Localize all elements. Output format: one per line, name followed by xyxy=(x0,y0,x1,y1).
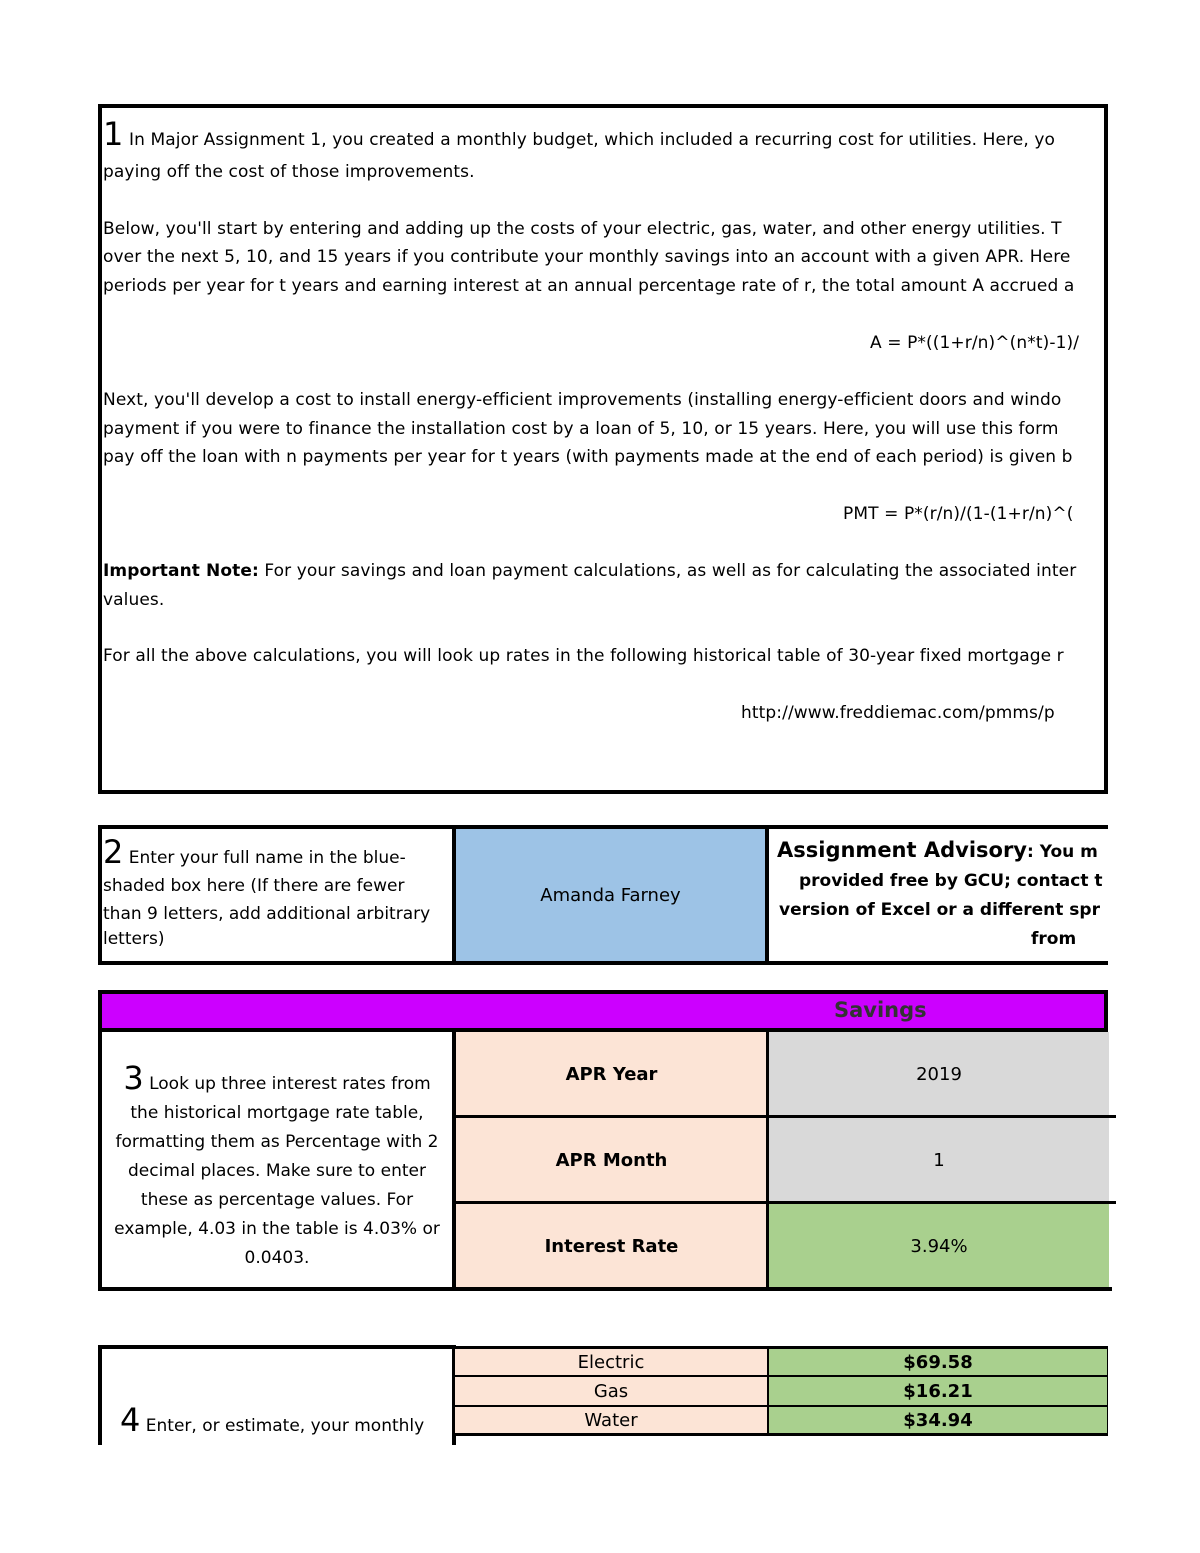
interest-instruction-line: these as percentage values. For xyxy=(140,1190,414,1210)
name-instruction xyxy=(103,833,451,950)
para3-line-1: Next, you'll develop a cost to install energy-efficient improvements (installing energy-efficient doors and windo xyxy=(103,390,1062,410)
interest-instruction-line: the historical mortgage rate table, xyxy=(130,1103,424,1123)
important-note xyxy=(103,561,1076,581)
intro-line-2: paying off the cost of those improvements. xyxy=(103,162,475,182)
utilities-instruction-line: Enter, or estimate, your monthly xyxy=(145,1416,425,1436)
interest-instruction-line: Look up three interest rates from xyxy=(149,1074,431,1094)
gas-label: Gas xyxy=(452,1376,768,1406)
apr-year-input[interactable]: 2019 xyxy=(769,1032,1109,1116)
electric-label: Electric xyxy=(452,1346,768,1376)
advisory-line-1: : You m xyxy=(1027,842,1098,862)
savings-header: Savings xyxy=(834,998,927,1022)
full-name-field[interactable]: Amanda Farney xyxy=(456,829,765,961)
divider xyxy=(452,1287,1112,1291)
electric-value[interactable]: $69.58 xyxy=(768,1346,1108,1376)
loan-formula: PMT = P*(r/n)/(1-(1+r/n)^( xyxy=(843,504,1074,524)
apr-year-label: APR Year xyxy=(456,1032,767,1116)
step-number-3: 3 xyxy=(123,1059,144,1097)
savings-header-bar xyxy=(98,990,1108,1032)
apr-month-input[interactable]: 1 xyxy=(769,1118,1109,1202)
para2-line-2: over the next 5, 10, and 15 years if you contribute your monthly savings into an account with a given APR. Here xyxy=(103,247,1071,267)
water-label: Water xyxy=(452,1406,768,1436)
divider xyxy=(98,825,102,965)
interest-rate-input[interactable]: 3.94% xyxy=(769,1204,1109,1288)
assignment-advisory xyxy=(769,836,1189,954)
name-instruction-line-4: letters) xyxy=(103,929,165,949)
important-note-line-2: values. xyxy=(103,590,165,610)
gas-value[interactable]: $16.21 xyxy=(768,1376,1108,1406)
step-number-1: 1 xyxy=(103,115,124,153)
advisory-title: Assignment Advisory xyxy=(777,838,1028,862)
name-instruction-line-1: Enter your full name in the blue- xyxy=(128,848,406,868)
water-value[interactable]: $34.94 xyxy=(768,1406,1108,1436)
interest-instruction xyxy=(102,1059,452,1273)
step-number-4: 4 xyxy=(120,1401,141,1439)
interest-instruction-line: formatting them as Percentage with 2 xyxy=(115,1132,439,1152)
important-note-text: For your savings and loan payment calculations, as well as for calculating the associated inter xyxy=(258,561,1077,581)
name-instruction-line-2: shaded box here (If there are fewer xyxy=(103,876,405,896)
name-instruction-line-3: than 9 letters, add additional arbitrary xyxy=(103,904,431,924)
intro-line-1 xyxy=(103,115,1056,153)
apr-month-label: APR Month xyxy=(456,1118,767,1202)
interest-instruction-line: 0.0403. xyxy=(244,1248,310,1268)
para2-line-1: Below, you'll start by entering and adding up the costs of your electric, gas, water, and other energy utilities. T xyxy=(103,219,1062,239)
advisory-line-4: from xyxy=(1031,929,1077,949)
advisory-line-3: version of Excel or a different spr xyxy=(779,900,1100,920)
divider xyxy=(456,1115,1116,1118)
intro-text-1: In Major Assignment 1, you created a monthly budget, which included a recurring cost for utilities. Here, yo xyxy=(128,130,1056,150)
utilities-instruction xyxy=(120,1401,460,1439)
important-note-label: Important Note: xyxy=(103,561,259,581)
step-number-2: 2 xyxy=(103,833,124,871)
advisory-line-2: provided free by GCU; contact t xyxy=(799,871,1103,891)
interest-instruction-line: decimal places. Make sure to enter xyxy=(128,1161,426,1181)
interest-rate-label: Interest Rate xyxy=(456,1204,767,1288)
para3-line-3: pay off the loan with n payments per year for t years (with payments made at the end of each period) is given b xyxy=(103,447,1073,467)
interest-instruction-line: example, 4.03 in the table is 4.03% or xyxy=(114,1219,440,1239)
para3-line-2: payment if you were to finance the installation cost by a loan of 5, 10, or 15 years. Here, you will use this form xyxy=(103,419,1059,439)
savings-formula: A = P*((1+r/n)^(n*t)-1)/ xyxy=(870,333,1080,353)
divider xyxy=(456,1201,1116,1204)
divider xyxy=(452,1032,456,1291)
divider xyxy=(766,1032,769,1289)
para2-line-3: periods per year for t years and earning interest at an annual percentage rate of r, the total amount A accrued a xyxy=(103,276,1075,296)
para4-line: For all the above calculations, you will look up rates in the following historical table of 30-year fixed mortgage r xyxy=(103,646,1064,666)
freddiemac-link[interactable]: http://www.freddiemac.com/pmms/p xyxy=(741,703,1055,723)
